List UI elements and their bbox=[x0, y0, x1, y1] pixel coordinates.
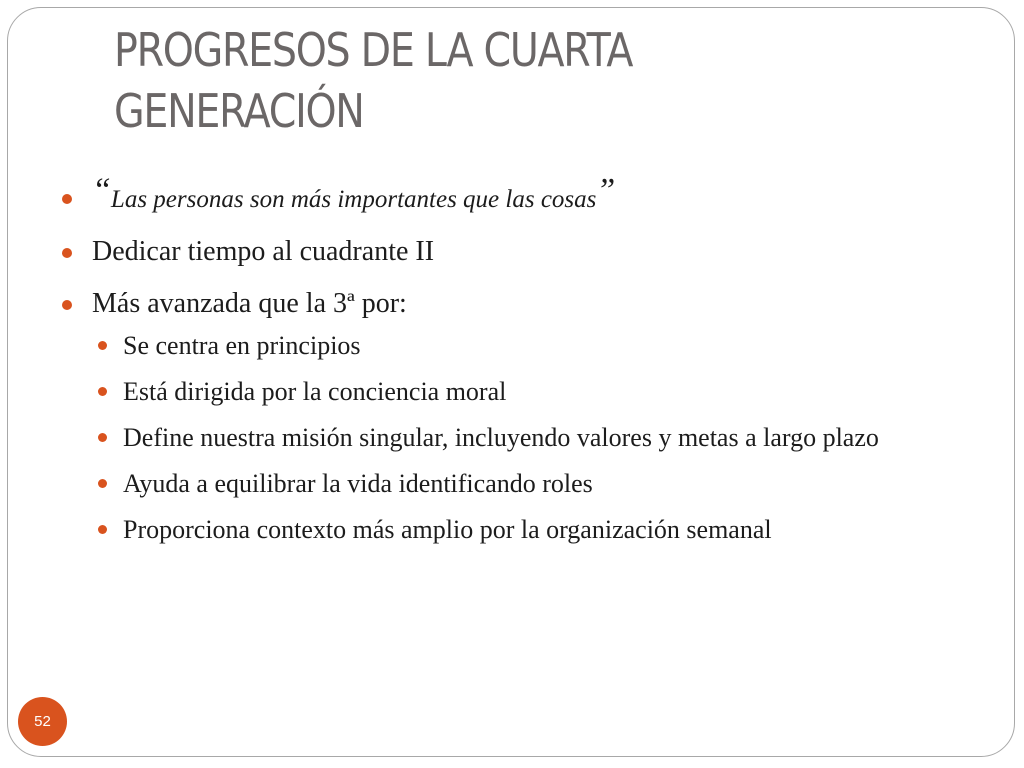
sub-bullet-text: Define nuestra misión singular, incluyendo valores y metas a largo plazo bbox=[123, 423, 879, 452]
sub-bullet-dot-icon bbox=[98, 433, 107, 442]
sub-bullet-dot-icon bbox=[98, 479, 107, 488]
page-number-badge: 52 bbox=[18, 697, 67, 746]
open-quote-mark: “ bbox=[92, 172, 111, 209]
title-line-1: PROGRESOS DE LA CUARTA bbox=[114, 23, 633, 77]
bullet-dot-icon bbox=[62, 194, 72, 204]
sub-bullet-text: Se centra en principios bbox=[123, 331, 361, 360]
sub-bullet-mision bbox=[94, 417, 892, 458]
bullet-quote-text: Las personas son más importantes que las cosas bbox=[110, 186, 597, 213]
bullet-cuadrante-text: Dedicar tiempo al cuadrante II bbox=[92, 236, 435, 267]
sub-bullet-dot-icon bbox=[98, 341, 107, 350]
bullet-cuadrante bbox=[62, 235, 892, 269]
sub-bullet-text: Está dirigida por la conciencia moral bbox=[123, 377, 507, 406]
bullet-avanzada-text: Más avanzada que la 3ª por: bbox=[92, 288, 407, 319]
bullet-dot-icon bbox=[62, 248, 72, 258]
bullet-avanzada bbox=[62, 287, 892, 321]
sub-bullet-text: Proporciona contexto más amplio por la organización semanal bbox=[123, 515, 772, 544]
sub-bullet-text: Ayuda a equilibrar la vida identificando roles bbox=[123, 469, 593, 498]
close-quote-mark: ” bbox=[596, 172, 616, 209]
sub-bullet-dot-icon bbox=[98, 525, 107, 534]
slide-title bbox=[114, 20, 819, 142]
sub-bullet-dot-icon bbox=[98, 387, 107, 396]
sub-bullet-roles bbox=[94, 463, 892, 504]
slide-body bbox=[62, 172, 892, 555]
title-line-2: GENERACIÓN bbox=[114, 84, 364, 138]
sub-bullet-principios bbox=[94, 325, 892, 366]
sub-bullet-contexto bbox=[94, 509, 892, 550]
bullet-dot-icon bbox=[62, 300, 72, 310]
sub-bullet-conciencia bbox=[94, 371, 892, 412]
bullet-quote bbox=[62, 172, 892, 217]
